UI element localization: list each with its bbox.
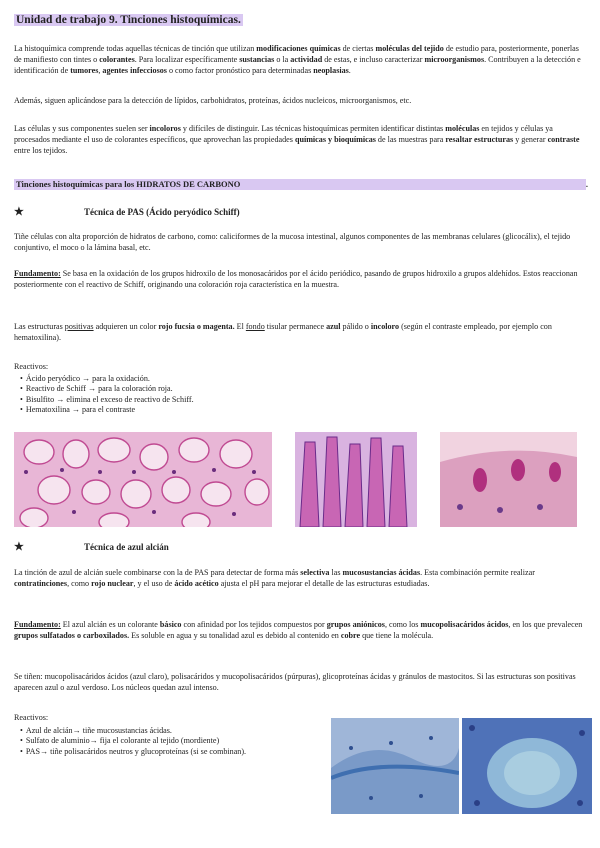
- star-icon: ★: [14, 206, 24, 218]
- text-run: adquieren un color: [93, 322, 159, 331]
- text-run: ,: [98, 65, 103, 75]
- alcian-micrograph-2: [462, 718, 592, 814]
- text-run: . Contribuyen a la detección e identificación de: [14, 54, 581, 75]
- intro-paragraph-1b: Además, siguen aplicándose para la detección de lípidos, carbohidratos, proteínas, ácidos nucleicos, microorganismos, etc.: [14, 96, 412, 105]
- text-run: o la: [274, 54, 291, 64]
- text-run: tisular permanece: [264, 322, 327, 331]
- text-run: modificaciones químicas: [256, 44, 341, 53]
- text-run: sustancias: [239, 54, 275, 64]
- page-title: Unidad de trabajo 9. Tinciones histoquímicas.: [16, 14, 241, 26]
- text-run: y difíciles de distinguir. Las técnicas histoquímicas permiten identificar distintas: [180, 124, 446, 133]
- text-run: incoloros: [149, 124, 181, 133]
- text-run: resaltar estructuras: [445, 134, 514, 144]
- text-run: colorantes: [99, 54, 135, 64]
- text-run: fondo: [245, 322, 265, 331]
- alcian-paragraph-3: Se tiñen: mucopolisacáridos ácidos (azul claro), polisacáridos y mucopolisacáridos (púrpuras), glicoproteínas ácidas y gránulos de mastocitos. Si las estructuras son positivas aparecen azul o azul verdoso. Los núcleos quedan azul intenso.: [14, 672, 576, 692]
- text-run: agentes infecciosos: [102, 65, 167, 75]
- text-run: o como factor pronóstico para determinadas: [166, 65, 314, 75]
- text-run: las: [329, 568, 343, 577]
- reactivo-item: • Ácido peryódico → para la oxidación.: [20, 374, 194, 384]
- text-run: microorganismos: [424, 54, 485, 64]
- text-run: en tejidos y células ya procesados mediante el uso de colorantes específicos, que aprovechan las propiedades: [14, 124, 553, 144]
- pas-paragraph-3: [14, 322, 586, 344]
- reactivo-item: • Sulfato de aluminio→ fija el colorante al tejido (mordiente): [20, 736, 330, 746]
- text-run: El azul alcián es un colorante: [60, 620, 160, 629]
- text-run: de ciertas: [340, 44, 376, 53]
- pas-micrograph-villi: [295, 432, 417, 527]
- text-run: contraste: [547, 134, 580, 144]
- text-run: . Esta combinación permite realizar: [420, 568, 535, 577]
- text-run: ácido acético: [174, 578, 219, 588]
- text-run: de las muestras para: [375, 134, 446, 144]
- text-run: químicas y bioquímicas: [294, 134, 376, 144]
- text-run: mucosustancias ácidas: [342, 568, 421, 577]
- alcian-micrograph-1: [331, 718, 459, 814]
- text-run: El: [234, 322, 246, 331]
- text-run: actividad: [290, 54, 323, 64]
- star-icon: ★: [14, 541, 24, 553]
- text-run: Las estructuras: [14, 322, 65, 331]
- pas-heading-label: Técnica de PAS (Ácido peryódico Schiff): [84, 207, 240, 217]
- pas-micrograph-goblet: [440, 432, 577, 527]
- text-run: de estas, e incluso caracterizar: [322, 54, 425, 64]
- pas-heading: [14, 205, 240, 218]
- text-run: con afinidad por los tejidos compuestos por: [181, 620, 327, 629]
- text-run: Fundamento:: [14, 620, 61, 629]
- text-run: , como: [67, 578, 92, 588]
- text-run: selectiva: [300, 568, 330, 577]
- pas-reactivos-label: Reactivos:: [14, 362, 49, 371]
- text-run: . Para localizar específicamente: [134, 54, 240, 64]
- text-run: mucopolisacáridos ácidos: [420, 620, 509, 629]
- text-run: , en los que prevalecen: [508, 620, 583, 629]
- text-run: rojo nuclear: [91, 578, 134, 588]
- text-run: La histoquímica comprende todas aquellas técnicas de tinción que utilizan: [14, 44, 257, 53]
- text-run: ajusta el pH para mejorar el detalle de las estructuras estudiadas.: [218, 578, 430, 588]
- alcian-fundamento: [14, 620, 586, 642]
- reactivo-item: • Azul de alcián→ tiñe mucosustancias ácidas.: [20, 726, 330, 736]
- reactivo-item: • Hematoxilina → para el contraste: [20, 405, 194, 415]
- alcian-heading-label: Técnica de azul alcián: [84, 542, 169, 552]
- text-run: azul: [326, 322, 341, 331]
- text-run: moléculas del tejido: [375, 44, 444, 53]
- pas-fundamento-label: Fundamento:: [14, 269, 61, 278]
- text-run: , y el uso de: [133, 578, 175, 588]
- text-run: Las células y sus componentes suelen ser: [14, 124, 150, 133]
- text-run: cobre: [340, 630, 361, 640]
- text-run: rojo fucsia o magenta.: [158, 322, 235, 331]
- alcian-reactivos-label: Reactivos:: [14, 713, 49, 722]
- reactivo-item: • Reactivo de Schiff → para la coloración roja.: [20, 384, 194, 394]
- intro-paragraph-2: [14, 124, 586, 157]
- text-run: entre los tejidos.: [14, 145, 68, 155]
- reactivo-item: • Bisulfito → elimina el exceso de reactivo de Schiff.: [20, 395, 194, 405]
- intro-paragraph-1: [14, 44, 586, 77]
- text-run: positivas: [64, 322, 94, 331]
- pas-micrograph-colon: [14, 432, 272, 527]
- text-run: grupos aniónicos: [326, 620, 385, 629]
- pas-fundamento-text: Se basa en la oxidación de los grupos hidroxilo de los monosacáridos por el ácido periódico, pasando de grupos hidroxilo a grupos aldehídos. Estos reaccionan posteriormente con el reactivo de Schiff, originando una coloración roja característica en la muestra.: [14, 269, 578, 289]
- section-heading-dot: .: [585, 179, 588, 189]
- section-heading-label: Tinciones histoquímicas para los HIDRATOS DE CARBONO: [16, 179, 241, 189]
- text-run: básico: [159, 620, 182, 629]
- text-run: moléculas: [445, 124, 480, 133]
- text-run: , como los: [384, 620, 421, 629]
- alcian-reactivos-list: [20, 726, 330, 757]
- text-run: (según el contraste empleado, por ejemplo con hematoxilina).: [14, 322, 552, 342]
- text-run: pálido o: [340, 322, 371, 331]
- text-run: Es soluble en agua y su tonalidad azul es debido al contenido en: [129, 630, 341, 640]
- text-run: La tinción de azul de alcián suele combinarse con la de PAS para detectar de forma más: [14, 568, 301, 577]
- alcian-heading: [14, 540, 169, 553]
- text-run: incoloro: [370, 322, 400, 331]
- text-run: .: [348, 65, 351, 75]
- text-run: y generar: [513, 134, 548, 144]
- text-run: contratinciones: [14, 578, 68, 588]
- pas-fundamento: [14, 269, 586, 291]
- alcian-paragraph-1: [14, 568, 586, 590]
- text-run: tumores: [70, 65, 99, 75]
- pas-paragraph-1: Tiñe células con alta proporción de hidratos de carbono, como: caliciformes de la mucosa intestinal, algunos componentes de las membranas celulares (glicocálix), el tejido conjuntivo, el moco o la lámina basal, etc.: [14, 232, 571, 252]
- text-run: que tiene la molécula.: [360, 630, 434, 640]
- section-heading-carbohydrates: [14, 179, 586, 190]
- text-run: de estudio para, posteriormente, ponerlas de manifiesto con tintes o: [14, 44, 579, 64]
- reactivo-item: • PAS→ tiñe polisacáridos neutros y glucoproteínas (si se combinan).: [20, 747, 330, 757]
- text-run: grupos sulfatados o carboxilados.: [14, 630, 130, 640]
- pas-reactivos-list: [20, 374, 194, 416]
- text-run: neoplasias: [313, 65, 349, 75]
